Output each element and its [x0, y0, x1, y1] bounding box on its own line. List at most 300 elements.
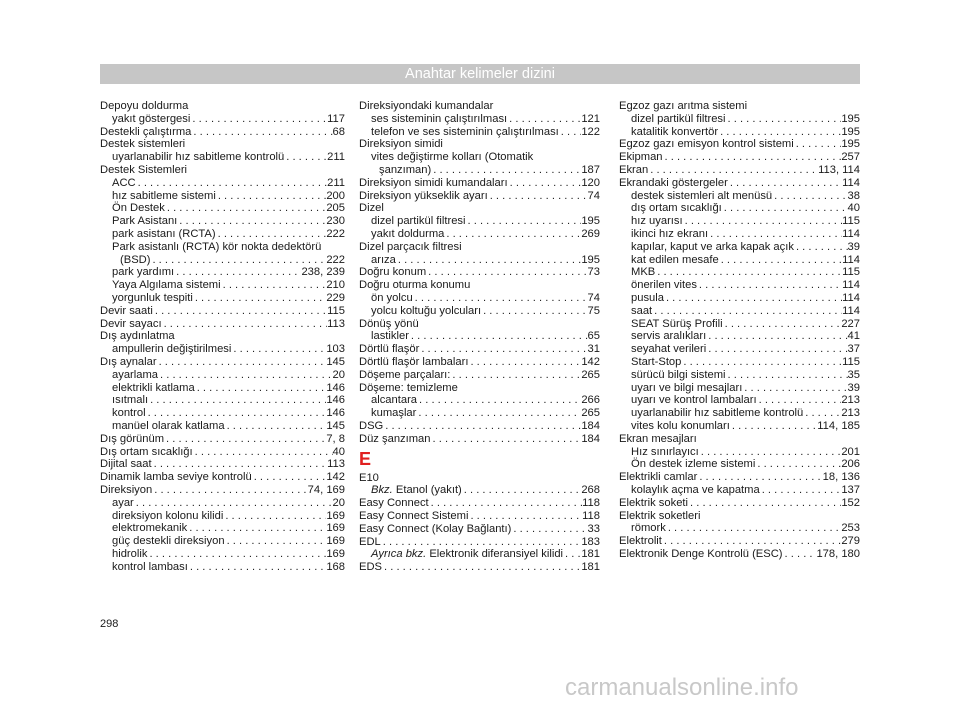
index-heading: Direksiyon simidi [359, 138, 443, 151]
entry-label: Dış ortam sıcaklığı [100, 445, 193, 458]
index-entry [619, 151, 860, 164]
index-entry [359, 433, 600, 446]
dot-leader [431, 164, 581, 177]
entry-label: Devir sayacı [100, 317, 162, 330]
dot-leader [431, 433, 582, 446]
dot-leader [488, 190, 588, 203]
index-heading: Destek sistemleri [100, 138, 186, 151]
entry-label: pusula [631, 291, 664, 304]
entry-page: 210 [326, 279, 345, 292]
index-entry [359, 497, 600, 510]
entry-page: 142 [581, 355, 600, 368]
entry-page: 211 [327, 176, 345, 189]
dot-leader [697, 279, 842, 292]
entry-label: ses sisteminin çalıştırılması [371, 112, 508, 125]
dot-leader [174, 266, 301, 279]
entry-page: 114 [842, 253, 860, 266]
index-entry [619, 343, 860, 356]
entry-page: 37 [847, 343, 860, 356]
dot-leader [723, 318, 842, 331]
entry-page: 269 [581, 227, 600, 240]
entry-label: ACC [112, 176, 136, 189]
entry-page: 103 [326, 343, 345, 356]
dot-leader [191, 126, 332, 139]
entry-page: 113, 114 [818, 163, 860, 176]
entry-label: uyarı ve bilgi mesajları [631, 381, 743, 394]
index-entry [359, 177, 600, 190]
index-entry [619, 113, 860, 126]
dot-leader [706, 343, 847, 356]
entry-label: direksiyon kolonu kilidi [112, 509, 224, 522]
dot-leader [662, 535, 841, 548]
entry-label: elektrikli katlama [112, 381, 195, 394]
entry-page: 20 [332, 496, 345, 509]
index-column-3 [619, 100, 860, 561]
dot-leader [153, 305, 327, 318]
entry-label: Egzoz gazı emisyon kontrol sistemi [619, 138, 794, 151]
entry-label: Döşeme parçaları: [359, 368, 451, 381]
entry-label: Dış görünüm [100, 432, 165, 445]
entry-page: 35 [847, 368, 860, 381]
index-entry [359, 523, 600, 536]
dot-leader [706, 330, 847, 343]
entry-label: Ekrandaki göstergeler [619, 176, 728, 189]
dot-leader [216, 190, 326, 203]
entry-page: 7, 8 [326, 432, 345, 445]
index-entry [359, 305, 600, 318]
entry-page: 33 [587, 522, 600, 535]
dot-leader [193, 446, 333, 459]
dot-leader [383, 420, 581, 433]
entry-page: 75 [587, 304, 600, 317]
entry-label: servis aralıkları [631, 330, 707, 343]
entry-page: 268 [581, 484, 600, 497]
dot-leader [697, 471, 822, 484]
index-heading: Egzoz gazı arıtma sistemi [619, 100, 748, 112]
entry-label: Destekli çalıştırma [100, 125, 192, 138]
entry-label: telefon ve ses sisteminin çalıştırılması [371, 125, 559, 138]
index-entry [619, 522, 860, 535]
entry-page: 195 [581, 253, 600, 266]
index-entry [100, 292, 345, 305]
dot-leader [158, 369, 333, 382]
index-entry [100, 535, 345, 548]
index-entry [100, 215, 345, 228]
entry-label: Dinamik lamba seviye kontrolü [100, 471, 252, 484]
entry-page: 257 [841, 151, 860, 164]
entry-page: 152 [841, 496, 860, 509]
entry-label: dizel partikül filtresi [371, 215, 466, 228]
index-entry [100, 471, 345, 484]
index-entry [619, 382, 860, 395]
entry-label: DSG [359, 419, 384, 432]
index-entry [619, 369, 860, 382]
index-heading: Destek Sistemleri [100, 163, 188, 176]
entry-reference: Ayrıca bkz. [371, 548, 427, 561]
entry-label: Easy Connect Sistemi [359, 509, 469, 522]
dot-leader [146, 407, 327, 420]
index-entry [100, 254, 345, 267]
entry-page: 205 [326, 202, 345, 215]
dot-leader [726, 113, 842, 126]
entry-label: ayar [112, 496, 134, 509]
dot-leader [664, 292, 842, 305]
dot-leader [666, 522, 842, 535]
index-entry [359, 536, 600, 549]
entry-page: 74, 169 [307, 483, 345, 496]
dot-leader [136, 177, 328, 190]
page-number: 298 [100, 618, 119, 630]
dot-leader [699, 446, 842, 459]
entry-page: 38 [847, 189, 860, 202]
index-entry [100, 356, 345, 369]
entry-label: yakıt göstergesi [112, 112, 191, 125]
index-entry [359, 561, 600, 574]
entry-page: 178, 180 [816, 547, 860, 560]
dot-leader [134, 497, 333, 510]
dot-leader [559, 126, 582, 139]
dot-leader [726, 369, 848, 382]
dot-leader [416, 407, 581, 420]
dot-leader [381, 536, 582, 549]
index-entry [100, 279, 345, 292]
entry-page: 20 [332, 368, 345, 381]
entry-page: 146 [326, 381, 345, 394]
entry-page: 168 [326, 560, 345, 573]
entry-label: Ekran [619, 163, 649, 176]
entry-page: 118 [582, 497, 600, 510]
entry-page: 114 [842, 291, 860, 304]
entry-page: 115 [842, 215, 860, 228]
entry-page: 121 [581, 112, 600, 125]
entry-page: 114 [842, 176, 860, 189]
entry-label: saat [631, 304, 653, 317]
entry-label: SEAT Sürüş Profili [631, 317, 723, 330]
entry-label: Dörtlü flaşör lambaları [359, 355, 469, 368]
index-entry [100, 190, 345, 203]
entry-label: ön yolcu [371, 291, 413, 304]
index-entry [359, 343, 600, 356]
entry-label: kumaşlar [371, 407, 417, 420]
dot-leader [225, 535, 327, 548]
entry-label: Park Asistanı [112, 215, 178, 228]
dot-leader [152, 458, 328, 471]
index-heading: Doğru oturma konumu [359, 279, 471, 292]
index-entry [619, 356, 860, 369]
dot-leader [511, 523, 587, 536]
entry-label: EDL [359, 535, 381, 548]
entry-page: 65 [587, 330, 600, 343]
index-entry [100, 382, 345, 395]
entry-label: MKB [631, 266, 656, 279]
entry-page: 113 [327, 458, 345, 471]
dot-leader [188, 561, 326, 574]
entry-page: 113 [327, 317, 345, 330]
dot-leader [164, 433, 326, 446]
index-entry [359, 164, 600, 177]
index-entry [619, 241, 860, 254]
entry-page: 145 [326, 419, 345, 432]
dot-leader [681, 356, 842, 369]
entry-label: Dörtlü flaşör [359, 343, 420, 356]
entry-label: Doğru konum [359, 266, 427, 279]
dot-leader [794, 241, 848, 254]
index-entry [619, 318, 860, 331]
entry-page: 211 [327, 151, 345, 164]
index-entry [619, 202, 860, 215]
index-entry [619, 215, 860, 228]
entry-page: 169 [326, 547, 345, 560]
entry-page: 213 [841, 407, 860, 420]
dot-leader [466, 215, 582, 228]
entry-label: yakıt doldurma [371, 227, 445, 240]
dot-leader [655, 266, 842, 279]
index-title: Anahtar kelimeler dizini [405, 66, 555, 82]
entry-page: 230 [326, 215, 345, 228]
index-entry [359, 356, 600, 369]
entry-label: güç destekli direksiyon [112, 535, 225, 548]
entry-page: 122 [581, 125, 600, 138]
entry-label: Dijital saat [100, 458, 152, 471]
entry-label: hız uyarısı [631, 215, 683, 228]
index-heading: vites değiştirme kolları (Otomatik [371, 151, 534, 164]
dot-leader [216, 228, 327, 241]
index-entry [619, 279, 860, 292]
dot-leader [450, 369, 581, 382]
entry-label: EDS [359, 561, 383, 574]
index-entry [100, 228, 345, 241]
dot-leader [382, 561, 581, 574]
dot-leader [652, 305, 842, 318]
index-entry [359, 484, 600, 497]
entry-label: kat edilen mesafe [631, 253, 719, 266]
dot-leader [419, 343, 587, 356]
entry-label: Ön destek izleme sistemi [631, 458, 756, 471]
entry-page: 169 [326, 509, 345, 522]
entry-page: 181 [581, 548, 600, 561]
index-entry [619, 164, 860, 177]
index-entry [100, 318, 345, 331]
index-heading: Döşeme: temizleme [359, 381, 458, 394]
index-entry [619, 535, 860, 548]
entry-page: 184 [581, 432, 600, 445]
index-heading: Dizel parçacık filtresi [359, 240, 462, 253]
entry-label: seyahat verileri [631, 343, 707, 356]
entry-page: 114 [842, 279, 860, 292]
entry-reference-target: Etanol (yakıt) [392, 484, 462, 497]
entry-label: Düz şanzıman [359, 432, 431, 445]
dot-leader [429, 497, 583, 510]
dot-leader [190, 113, 327, 126]
dot-leader [563, 548, 581, 561]
index-column-1 [100, 100, 345, 573]
entry-page: 115 [327, 304, 345, 317]
dot-leader [719, 254, 842, 267]
index-entry [619, 190, 860, 203]
index-entry [100, 420, 345, 433]
index-entry [100, 497, 345, 510]
entry-page: 195 [841, 125, 860, 138]
dot-leader [187, 522, 326, 535]
entry-label: Dış aynalar [100, 355, 157, 368]
index-entry [100, 522, 345, 535]
entry-label: kontrol [112, 407, 146, 420]
watermark: carmanualsonline.info [565, 674, 799, 701]
entry-label: Easy Connect (Kolay Bağlantı) [359, 522, 512, 535]
entry-page: 73 [587, 266, 600, 279]
index-entry [619, 394, 860, 407]
entry-label: uyarlanabilir hız sabitleme kontrolü [112, 151, 285, 164]
entry-label: hız sabitleme sistemi [112, 189, 216, 202]
dot-leader [481, 305, 587, 318]
entry-page: 142 [326, 471, 345, 484]
index-entry [619, 420, 860, 433]
index-entry [359, 369, 600, 382]
index-heading: Park asistanlı (RCTA) kör nokta dedektörü [112, 240, 322, 253]
entry-page: 201 [841, 445, 860, 458]
entry-label: Hız sınırlayıcı [631, 445, 699, 458]
entry-label: Devir saati [100, 304, 153, 317]
dot-leader [195, 382, 327, 395]
entry-reference-target: Elektronik diferansiyel kilidi [426, 548, 564, 561]
entry-page: 115 [842, 355, 860, 368]
index-entry [619, 126, 860, 139]
index-entry [619, 497, 860, 510]
entry-page: 187 [581, 163, 600, 176]
entry-page: 114 [842, 304, 860, 317]
index-entry [100, 305, 345, 318]
dot-leader [225, 420, 327, 433]
entry-label: kontrol lambası [112, 560, 188, 573]
index-heading: Direksiyondaki kumandalar [359, 100, 494, 112]
entry-label: ısıtmalı [112, 394, 149, 407]
entry-label: yolcu koltuğu yolcuları [371, 304, 482, 317]
entry-page: 253 [841, 522, 860, 535]
entry-label: Direksiyon [100, 483, 153, 496]
dot-leader [147, 548, 326, 561]
index-entry [619, 484, 860, 497]
entry-page: 117 [327, 112, 345, 125]
entry-page: 238, 239 [301, 266, 345, 279]
dot-leader [757, 394, 842, 407]
entry-label: yorgunluk tespiti [112, 291, 193, 304]
index-heading: Ekran mesajları [619, 432, 697, 445]
dot-leader [252, 471, 327, 484]
entry-page: 114 [842, 227, 860, 240]
index-entry [359, 215, 600, 228]
index-entry [100, 369, 345, 382]
entry-label: dizel partikül filtresi [631, 112, 726, 125]
index-entry [359, 292, 600, 305]
entry-label: önerilen vites [631, 279, 697, 292]
index-entry [619, 548, 860, 561]
dot-leader [508, 177, 582, 190]
dot-leader [663, 151, 842, 164]
dot-leader [708, 228, 842, 241]
dot-leader [683, 215, 843, 228]
dot-leader [413, 292, 588, 305]
dot-leader [794, 138, 842, 151]
entry-label: römork [631, 522, 666, 535]
entry-page: 266 [581, 394, 600, 407]
index-entry [100, 394, 345, 407]
entry-label: katalitik konvertör [631, 125, 719, 138]
entry-label: alcantara [371, 394, 418, 407]
dot-leader [150, 254, 326, 267]
entry-page: 169 [326, 535, 345, 548]
entry-label: ikinci hız ekranı [631, 227, 709, 240]
dot-leader [507, 113, 581, 126]
entry-label: (BSD) [120, 253, 151, 266]
index-entry [359, 266, 600, 279]
entry-page: 120 [581, 176, 600, 189]
entry-page: 227 [841, 317, 860, 330]
entry-page: 146 [326, 407, 345, 420]
dot-leader [462, 484, 582, 497]
index-entry [619, 330, 860, 343]
entry-page: 74 [587, 189, 600, 202]
dot-leader [165, 202, 326, 215]
entry-label: ampullerin değiştirilmesi [112, 343, 232, 356]
entry-page: 183 [581, 535, 600, 548]
index-column-2 [359, 100, 600, 574]
entry-page: 118 [582, 509, 600, 522]
index-entry [100, 561, 345, 574]
entry-label: vites kolu konumları [631, 419, 730, 432]
index-entry [619, 305, 860, 318]
entry-label: arıza [371, 253, 396, 266]
index-entry [619, 292, 860, 305]
entry-page: 146 [326, 394, 345, 407]
section-letter: E [359, 448, 372, 469]
dot-leader [688, 497, 841, 510]
index-entry [359, 510, 600, 523]
entry-page: 41 [847, 330, 860, 343]
index-entry [359, 126, 600, 139]
index-entry [619, 471, 860, 484]
entry-page: 279 [841, 535, 860, 548]
entry-label: sürücü bilgi sistemi [631, 368, 726, 381]
index-entry [100, 177, 345, 190]
entry-page: 39 [847, 240, 860, 253]
dot-leader [772, 190, 847, 203]
dot-leader [760, 484, 842, 497]
index-entry [619, 138, 860, 151]
entry-page: 145 [326, 355, 345, 368]
entry-label: Yaya Algılama sistemi [112, 279, 221, 292]
dot-leader [728, 177, 842, 190]
dot-leader [783, 548, 817, 561]
index-entry [619, 177, 860, 190]
entry-label: Elektrik soketi [619, 496, 689, 509]
entry-label: uyarı ve kontrol lambaları [631, 394, 757, 407]
entry-label: kapılar, kaput ve arka kapak açık [631, 240, 794, 253]
entry-label [371, 484, 462, 497]
index-entry [619, 266, 860, 279]
entry-page: 200 [326, 189, 345, 202]
dot-leader [742, 382, 847, 395]
entry-label: park asistanı (RCTA) [112, 227, 216, 240]
index-heading: Dönüş yönü [359, 317, 419, 330]
entry-label: Elektrikli camlar [619, 471, 698, 484]
index-entry [359, 228, 600, 241]
index-entry [619, 458, 860, 471]
entry-label: Ön Destek [112, 202, 165, 215]
entry-label: Start-Stop [631, 355, 682, 368]
entry-reference: Bkz. [371, 484, 393, 497]
index-entry [359, 548, 600, 561]
index-heading: Elektrik soketleri [619, 509, 701, 522]
